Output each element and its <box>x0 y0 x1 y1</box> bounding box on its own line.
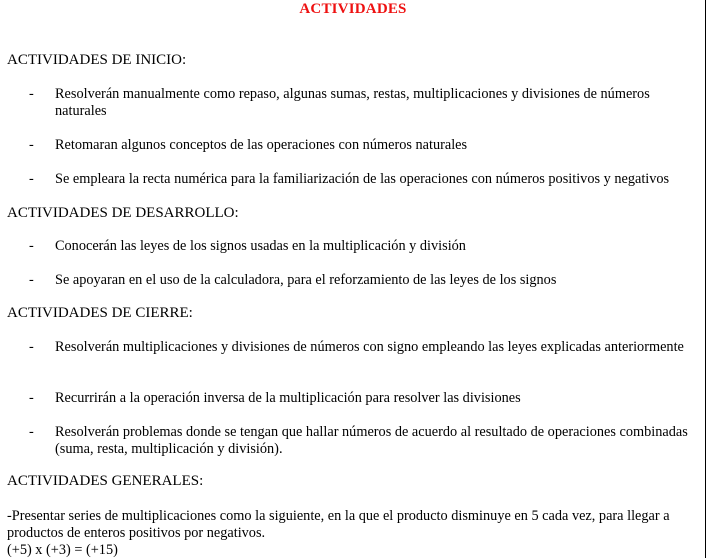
list-item-text: Se apoyaran en el uso de la calculadora, para el reforzamiento de las leyes de los signos <box>55 272 557 288</box>
list-item-text: Resolverán multiplicaciones y divisiones de números con signo empleando las leyes explicadas anteriormente <box>55 339 684 355</box>
list-item-text: Se empleara la recta numérica para la familiarización de las operaciones con números positivos y negativos <box>55 171 670 187</box>
list-item <box>29 424 694 458</box>
bullet: - <box>29 390 34 406</box>
bullet: - <box>29 339 34 355</box>
generales-example: (+5) x (+3) = (+15) <box>7 542 118 558</box>
list-item <box>29 390 694 407</box>
bullet: - <box>29 137 34 153</box>
document-title: ACTIVIDADES <box>299 1 407 17</box>
heading-generales: ACTIVIDADES GENERALES: <box>7 473 204 489</box>
list-item-text: Resolverán manualmente como repaso, algunas sumas, restas, multiplicaciones y divisiones de números naturales <box>55 86 650 119</box>
list-item-text: Conocerán las leyes de los signos usadas en la multiplicación y división <box>55 238 466 254</box>
list-item-text: Resolverán problemas donde se tengan que hallar números de acuerdo al resultado de operaciones combinadas (suma, resta, multiplicación y división). <box>55 424 688 457</box>
list-item <box>29 86 694 120</box>
heading-inicio: ACTIVIDADES DE INICIO: <box>7 52 187 68</box>
heading-desarrollo: ACTIVIDADES DE DESARROLLO: <box>7 205 239 221</box>
generales-paragraph: -Presentar series de multiplicaciones como la siguiente, en la que el producto disminuye en 5 cada vez, para llegar a productos de enteros positivos por negativos. <box>7 508 670 541</box>
list-item <box>29 238 694 255</box>
list-item-text: Retomaran algunos conceptos de las operaciones con números naturales <box>55 137 468 153</box>
list-item <box>29 171 694 188</box>
bullet: - <box>29 424 34 440</box>
bullet: - <box>29 272 34 288</box>
bullet: - <box>29 86 34 102</box>
heading-cierre: ACTIVIDADES DE CIERRE: <box>7 305 193 321</box>
list-item <box>29 272 694 289</box>
bullet: - <box>29 238 34 254</box>
bullet: - <box>29 171 34 187</box>
list-item-text: Recurrirán a la operación inversa de la multiplicación para resolver las divisiones <box>55 390 521 406</box>
list-item <box>29 137 694 154</box>
list-item <box>29 339 694 356</box>
